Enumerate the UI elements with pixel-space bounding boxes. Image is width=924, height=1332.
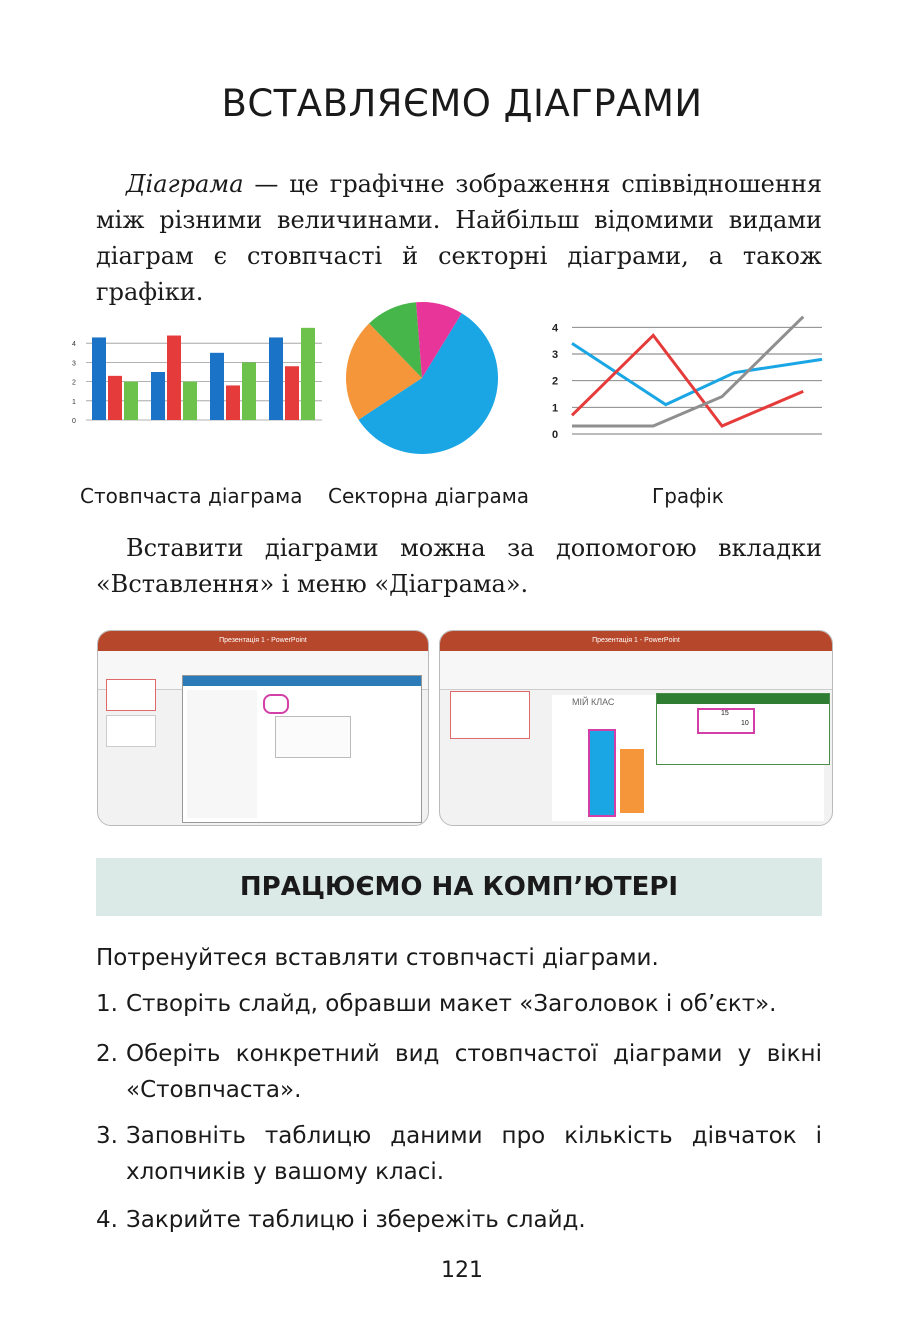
y-tick-label: 2 <box>72 379 76 387</box>
insert-chart-dialog <box>182 675 422 823</box>
bar <box>269 337 283 420</box>
step-text: Оберіть конкретний вид стовпчастої діаграми у вікні «Стовпчаста». <box>126 1041 822 1103</box>
insert-text: Вставити діаграми можна за допомогою вкладки «Вставлення» і меню «Діаграма». <box>96 534 822 598</box>
step-text: Заповніть таблицю даними про кількість дівчаток і хлопчиків у вашому класі. <box>126 1123 822 1185</box>
bar <box>151 372 165 420</box>
term-diagram: Діаграма <box>126 170 244 198</box>
selected-chart-type <box>263 694 289 714</box>
bar <box>124 382 138 420</box>
bar-boys <box>588 729 616 817</box>
pie-chart <box>344 300 500 456</box>
bar <box>183 382 197 420</box>
bar-chart <box>70 318 326 430</box>
slide-thumb-1 <box>106 679 156 711</box>
bar <box>92 337 106 420</box>
ribbon <box>440 651 832 690</box>
line-chart <box>548 310 828 440</box>
bar <box>226 385 240 420</box>
bar <box>210 353 224 420</box>
screenshots <box>97 630 833 824</box>
window-title: Презентація 1 - PowerPoint <box>219 637 307 644</box>
step-text: Створіть слайд, обравши макет «Заголовок і об’єкт». <box>126 991 777 1017</box>
grid-header <box>657 694 829 704</box>
step-text: Закрийте таблицю і збережіть слайд. <box>126 1207 586 1233</box>
title-bar <box>98 631 428 651</box>
data-grid <box>656 693 830 765</box>
step-number: 2. <box>96 1041 118 1067</box>
bar <box>301 328 315 420</box>
dialog-header <box>183 676 421 686</box>
bar-girls <box>620 749 644 813</box>
y-tick-label: 3 <box>72 360 76 368</box>
slide-thumb-2 <box>106 715 156 747</box>
chart-preview <box>275 716 351 758</box>
caption-pie: Секторна діаграма <box>328 484 530 508</box>
screenshot-chart-data <box>439 630 833 826</box>
bar <box>108 376 122 420</box>
section-heading: ПРАЦЮЄМО НА КОМП’ЮТЕРІ <box>239 872 679 902</box>
intro-paragraph <box>96 166 822 310</box>
title-bar <box>440 631 832 651</box>
page-number: 121 <box>441 1258 483 1283</box>
bar <box>242 362 256 420</box>
y-tick-label: 2 <box>552 375 559 388</box>
y-tick-label: 0 <box>552 429 559 440</box>
cell-value-2: 10 <box>741 720 749 727</box>
y-tick-label: 1 <box>552 402 559 415</box>
bar <box>285 366 299 420</box>
step-number: 4. <box>96 1207 118 1233</box>
cell-value-1: 15 <box>721 710 729 717</box>
series-line <box>572 317 803 426</box>
step-number: 1. <box>96 991 118 1017</box>
y-tick-label: 0 <box>72 418 76 425</box>
caption-bar: Стовпчаста діаграма <box>80 484 303 508</box>
y-tick-label: 4 <box>552 322 559 335</box>
chart-type-list <box>187 690 257 818</box>
bar <box>167 336 181 420</box>
screenshot-insert-chart <box>97 630 429 826</box>
y-tick-label: 1 <box>72 398 76 406</box>
window-title: Презентація 1 - PowerPoint <box>592 637 680 644</box>
y-tick-label: 4 <box>72 341 76 349</box>
insert-paragraph <box>96 530 822 602</box>
task-intro: Потренуйтеся вставляти стовпчасті діаграми. <box>96 945 659 971</box>
intro-rest: — це графічне зображення співвідношення між різними величинами. Найбільш відомими видами діаграм є стовпчасті й секторні діаграми, а також графіки. <box>96 170 822 306</box>
caption-line: Графік <box>652 484 724 508</box>
step-number: 3. <box>96 1123 118 1149</box>
y-tick-label: 3 <box>552 349 559 361</box>
page-title: ВСТАВЛЯЄМО ДІАГРАМИ <box>221 82 703 125</box>
slide-title: МІЙ КЛАС <box>572 697 615 707</box>
slide-thumb <box>450 691 530 739</box>
section-banner <box>96 858 822 916</box>
